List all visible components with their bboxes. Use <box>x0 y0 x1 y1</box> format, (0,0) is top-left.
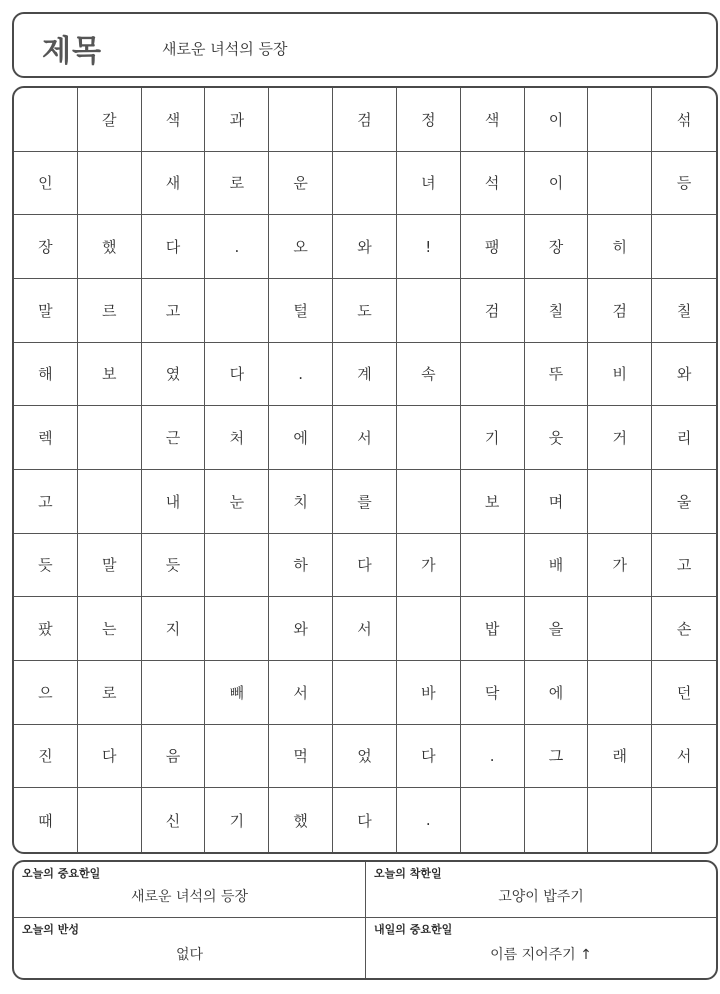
grid-cell: 서 <box>269 661 333 725</box>
grid-cell: 뚜 <box>525 343 589 407</box>
grid-cell: 에 <box>525 661 589 725</box>
grid-cell: 보 <box>78 343 142 407</box>
grid-cell: 던 <box>652 661 716 725</box>
grid-cell: 기 <box>205 788 269 852</box>
grid-cell: 계 <box>333 343 397 407</box>
grid-cell <box>78 470 142 534</box>
grid-cell: 운 <box>269 152 333 216</box>
grid-cell: 칠 <box>652 279 716 343</box>
grid-cell: 배 <box>525 534 589 598</box>
important-tomorrow-section <box>366 918 716 978</box>
grid-cell: 가 <box>397 534 461 598</box>
grid-cell <box>588 88 652 152</box>
grid-cell: 등 <box>652 152 716 216</box>
grid-cell: 다 <box>397 725 461 789</box>
grid-cell: 다 <box>333 534 397 598</box>
grid-cell: 했 <box>269 788 333 852</box>
grid-cell: 고 <box>142 279 206 343</box>
grid-cell: 검 <box>461 279 525 343</box>
reflection-value: 없다 <box>175 947 204 963</box>
grid-cell: 르 <box>78 279 142 343</box>
grid-cell: 히 <box>588 215 652 279</box>
grid-cell: . <box>205 215 269 279</box>
title-box <box>12 12 718 78</box>
grid-cell: 로 <box>205 152 269 216</box>
grid-cell: 고 <box>652 534 716 598</box>
grid-cell <box>397 279 461 343</box>
grid-cell <box>588 788 652 852</box>
grid-cell: 말 <box>78 534 142 598</box>
grid-cell: 검 <box>333 88 397 152</box>
good-deed-value: 고양이 밥주기 <box>498 889 584 905</box>
grid-cell: 다 <box>333 788 397 852</box>
grid-cell: 렉 <box>14 406 78 470</box>
grid-cell: 그 <box>525 725 589 789</box>
grid-cell: 서 <box>652 725 716 789</box>
grid-cell: 서 <box>333 597 397 661</box>
grid-cell <box>588 470 652 534</box>
grid-cell: 하 <box>269 534 333 598</box>
grid-cell: 근 <box>142 406 206 470</box>
grid-cell: 를 <box>333 470 397 534</box>
grid-cell: 녀 <box>397 152 461 216</box>
grid-cell: 듯 <box>14 534 78 598</box>
grid-cell: 색 <box>142 88 206 152</box>
grid-cell <box>205 534 269 598</box>
title-label: 제목 <box>42 34 102 69</box>
grid-cell <box>397 470 461 534</box>
grid-cell: 듯 <box>142 534 206 598</box>
grid-cell: . <box>269 343 333 407</box>
grid-cell <box>652 215 716 279</box>
reflection-section <box>14 918 366 978</box>
grid-cell: 다 <box>142 215 206 279</box>
grid-cell: 밥 <box>461 597 525 661</box>
grid-cell <box>588 152 652 216</box>
grid-cell: 었 <box>333 725 397 789</box>
grid-cell: 팠 <box>14 597 78 661</box>
grid-cell: 정 <box>397 88 461 152</box>
grid-cell: 였 <box>142 343 206 407</box>
grid-cell: 과 <box>205 88 269 152</box>
grid-cell <box>205 725 269 789</box>
grid-cell: 에 <box>269 406 333 470</box>
grid-cell: 와 <box>333 215 397 279</box>
grid-cell: 서 <box>333 406 397 470</box>
grid-cell: 웃 <box>525 406 589 470</box>
grid-cell: 털 <box>269 279 333 343</box>
grid-cell <box>588 597 652 661</box>
grid-cell: 와 <box>269 597 333 661</box>
good-deed-label: 오늘의 착한일 <box>374 867 442 880</box>
title-text: 새로운 녀석의 등장 <box>162 40 288 58</box>
important-today-label: 오늘의 중요한일 <box>22 867 101 880</box>
grid-cell: 기 <box>461 406 525 470</box>
important-today-section <box>14 862 366 918</box>
grid-cell: 리 <box>652 406 716 470</box>
grid-cell <box>78 788 142 852</box>
grid-cell <box>525 788 589 852</box>
grid-cell: 을 <box>525 597 589 661</box>
grid-cell <box>333 152 397 216</box>
grid-cell: 보 <box>461 470 525 534</box>
grid-cell: 이 <box>525 152 589 216</box>
grid-cell: 때 <box>14 788 78 852</box>
grid-cell: 이 <box>525 88 589 152</box>
grid-cell: 로 <box>78 661 142 725</box>
grid-cell: 속 <box>397 343 461 407</box>
grid-cell <box>652 788 716 852</box>
grid-cell: 갈 <box>78 88 142 152</box>
grid-cell: 지 <box>142 597 206 661</box>
grid-cell: 칠 <box>525 279 589 343</box>
grid-cell: 는 <box>78 597 142 661</box>
grid-cell: 진 <box>14 725 78 789</box>
important-tomorrow-label: 내일의 중요한일 <box>374 923 453 936</box>
grid-cell: 내 <box>142 470 206 534</box>
grid-cell: 장 <box>14 215 78 279</box>
grid-cell <box>333 661 397 725</box>
grid-cell: 장 <box>525 215 589 279</box>
grid-cell: 닥 <box>461 661 525 725</box>
grid-cell: 인 <box>14 152 78 216</box>
grid-cell <box>205 279 269 343</box>
daily-summary-box <box>12 860 718 980</box>
grid-cell: 며 <box>525 470 589 534</box>
grid-cell: 처 <box>205 406 269 470</box>
grid-cell <box>397 406 461 470</box>
grid-cell <box>269 88 333 152</box>
grid-cell: . <box>397 788 461 852</box>
grid-cell: 섞 <box>652 88 716 152</box>
grid-cell: 도 <box>333 279 397 343</box>
grid-cell: 래 <box>588 725 652 789</box>
grid-cell: 으 <box>14 661 78 725</box>
grid-cell <box>205 597 269 661</box>
grid-cell: 가 <box>588 534 652 598</box>
manuscript-grid <box>14 88 716 852</box>
good-deed-section <box>366 862 716 918</box>
grid-cell: 석 <box>461 152 525 216</box>
grid-cell: 신 <box>142 788 206 852</box>
grid-cell: 말 <box>14 279 78 343</box>
grid-cell: 팽 <box>461 215 525 279</box>
grid-cell <box>588 661 652 725</box>
grid-cell: . <box>461 725 525 789</box>
grid-cell <box>78 406 142 470</box>
reflection-label: 오늘의 반성 <box>22 923 79 936</box>
grid-cell: 손 <box>652 597 716 661</box>
grid-cell: 색 <box>461 88 525 152</box>
important-tomorrow-value: 이름 지어주기 ↑ <box>490 947 592 963</box>
grid-cell: 해 <box>14 343 78 407</box>
grid-cell: 바 <box>397 661 461 725</box>
grid-cell: 와 <box>652 343 716 407</box>
grid-cell: 했 <box>78 215 142 279</box>
grid-cell: 다 <box>205 343 269 407</box>
grid-cell: 새 <box>142 152 206 216</box>
grid-cell: ! <box>397 215 461 279</box>
grid-cell: 비 <box>588 343 652 407</box>
grid-cell <box>461 534 525 598</box>
grid-cell <box>14 88 78 152</box>
manuscript-grid-box <box>12 86 718 854</box>
grid-cell: 거 <box>588 406 652 470</box>
grid-cell: 고 <box>14 470 78 534</box>
grid-cell: 치 <box>269 470 333 534</box>
grid-cell: 울 <box>652 470 716 534</box>
grid-cell: 검 <box>588 279 652 343</box>
grid-cell: 눈 <box>205 470 269 534</box>
grid-cell: 오 <box>269 215 333 279</box>
grid-cell: 먹 <box>269 725 333 789</box>
grid-cell: 빼 <box>205 661 269 725</box>
grid-cell <box>78 152 142 216</box>
grid-cell <box>461 788 525 852</box>
grid-cell <box>142 661 206 725</box>
grid-cell <box>397 597 461 661</box>
grid-cell: 음 <box>142 725 206 789</box>
grid-cell <box>461 343 525 407</box>
important-today-value: 새로운 녀석의 등장 <box>130 889 249 905</box>
grid-cell: 다 <box>78 725 142 789</box>
